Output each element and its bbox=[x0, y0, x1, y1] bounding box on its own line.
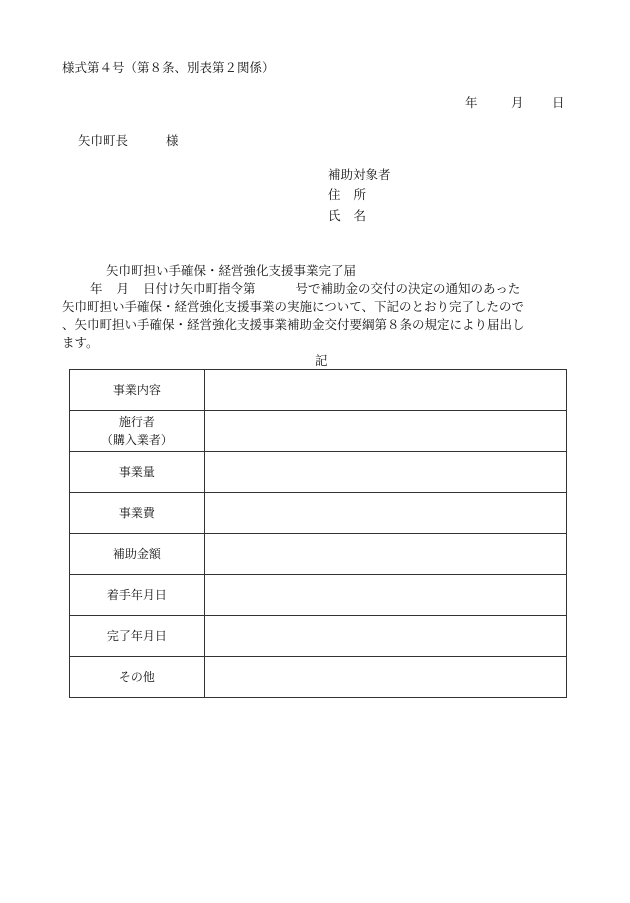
row-label-cell bbox=[70, 411, 205, 452]
body-line1-month: 月 bbox=[116, 281, 130, 296]
row-label-cell bbox=[70, 452, 205, 493]
row-label: 補助金額 bbox=[112, 547, 161, 561]
addressee-honorific: 様 bbox=[166, 133, 179, 148]
body-line1-year: 年 bbox=[90, 281, 103, 296]
address-label-char-1: 住 bbox=[328, 187, 341, 202]
row-label: 施行者 bbox=[118, 415, 155, 429]
row-value-cell[interactable] bbox=[204, 452, 566, 493]
applicant-label: 補助対象者 bbox=[328, 167, 391, 182]
table-row bbox=[70, 452, 567, 493]
table-row bbox=[70, 657, 567, 698]
row-value-cell[interactable] bbox=[204, 534, 566, 575]
row-label: その他 bbox=[118, 670, 155, 684]
row-label-cell bbox=[70, 493, 205, 534]
date-year-label: 年 bbox=[465, 95, 478, 110]
body-line-4: ます。 bbox=[62, 335, 99, 350]
row-label-sub: （購入業者） bbox=[100, 433, 173, 447]
row-label-cell bbox=[70, 616, 205, 657]
body-line-3: 、矢巾町担い手確保・経営強化支援事業補助金交付要綱第８条の規定により届出し bbox=[62, 317, 525, 332]
document-title: 矢巾町担い手確保・経営強化支援事業完了届 bbox=[106, 263, 357, 278]
table-row bbox=[70, 411, 567, 452]
body-line-1 bbox=[90, 283, 520, 296]
details-table bbox=[69, 369, 567, 698]
row-label: 事業量 bbox=[118, 465, 155, 479]
body-line-2: 矢巾町担い手確保・経営強化支援事業の実施について、下記のとおり完了したので bbox=[62, 299, 525, 314]
row-label-cell bbox=[70, 534, 205, 575]
row-label-cell bbox=[70, 657, 205, 698]
row-value-cell[interactable] bbox=[204, 493, 566, 534]
row-label-cell bbox=[70, 370, 205, 411]
body-line1-rest-a: 日付け矢巾町指令第 bbox=[143, 281, 256, 296]
table-row bbox=[70, 575, 567, 616]
row-label: 事業費 bbox=[118, 506, 155, 520]
name-label-char-2: 名 bbox=[353, 208, 367, 223]
address-label-char-2: 所 bbox=[353, 187, 367, 202]
date-month-label: 月 bbox=[511, 95, 524, 110]
ki-notation: 記 bbox=[315, 353, 328, 368]
table-row bbox=[70, 370, 567, 411]
row-value-cell[interactable] bbox=[204, 616, 566, 657]
table-row bbox=[70, 534, 567, 575]
applicant-name-label bbox=[328, 210, 366, 223]
row-value-cell[interactable] bbox=[204, 657, 566, 698]
name-label-char-1: 氏 bbox=[328, 208, 341, 223]
date-day-label: 日 bbox=[552, 95, 565, 110]
table-row bbox=[70, 493, 567, 534]
row-value-cell[interactable] bbox=[204, 370, 566, 411]
applicant-address-label bbox=[328, 189, 366, 202]
form-number: 様式第４号（第８条、別表第２関係） bbox=[62, 60, 275, 75]
row-label: 事業内容 bbox=[112, 383, 161, 397]
row-value-cell[interactable] bbox=[204, 411, 566, 452]
row-label-cell bbox=[70, 575, 205, 616]
body-line1-rest-b: 号で補助金の交付の決定の通知のあった bbox=[295, 281, 521, 296]
table-row bbox=[70, 616, 567, 657]
row-value-cell[interactable] bbox=[204, 575, 566, 616]
details-table-body bbox=[70, 370, 567, 698]
row-label: 完了年月日 bbox=[106, 629, 167, 643]
addressee-name: 矢巾町長 bbox=[78, 133, 129, 148]
row-label: 着手年月日 bbox=[106, 588, 167, 602]
